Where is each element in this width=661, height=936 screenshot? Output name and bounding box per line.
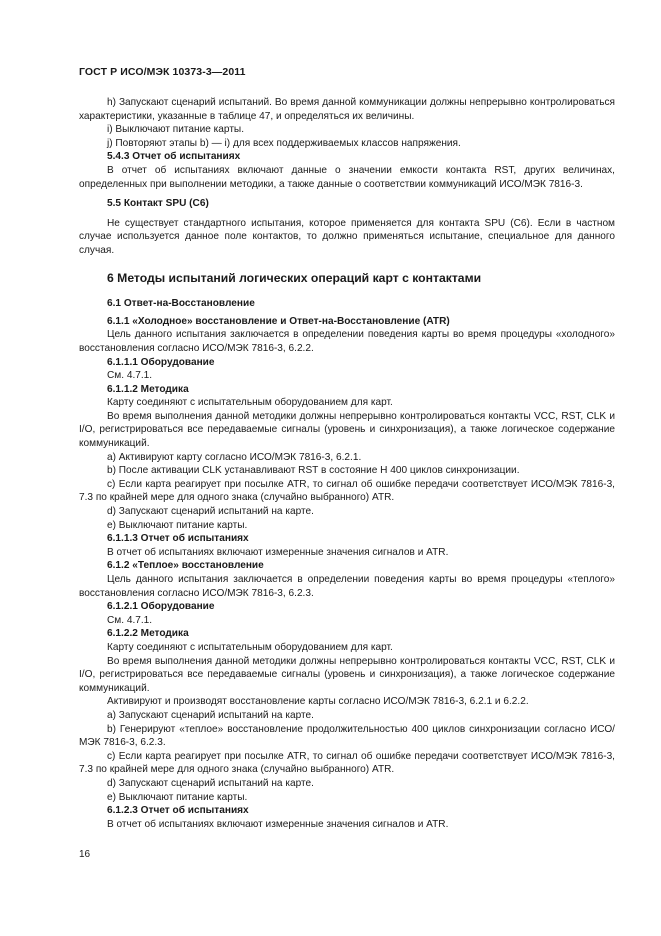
paragraph: e) Выключают питание карты.: [107, 791, 248, 803]
paragraph: В отчет об испытаниях включают измеренные значения сигналов и ATR.: [107, 546, 449, 558]
paragraph: d) Запускают сценарий испытаний на карте.: [107, 506, 314, 518]
paragraph: h) Запускают сценарий испытаний. Во время данной коммуникации должны непрерывно контролироваться характеристики, указанные в таблице 47, и определяться их величины.: [79, 97, 615, 122]
paragraph: Во время выполнения данной методики должны непрерывно контролироваться контакты VCC, RST, CLK и I/O, регистрироваться все передаваемые сигналы (уровень и синхронизация), а также логическое содержание коммуникаций.: [79, 410, 615, 450]
paragraph: a) Запускают сценарий испытаний на карте.: [107, 709, 314, 721]
paragraph: См. 4.7.1.: [107, 614, 153, 626]
paragraph: e) Выключают питание карты.: [107, 519, 248, 531]
paragraph: В отчет об испытаниях включают измеренные значения сигналов и ATR.: [107, 818, 449, 830]
paragraph: b) Генерируют «теплое» восстановление продолжительностью 400 циклов синхронизации согласно ИСО/МЭК 7816-3, 6.2.3.: [79, 723, 615, 749]
paragraph: b) После активации CLK устанавливают RST в состояние H 400 циклов синхронизации.: [107, 465, 520, 477]
section-heading: 6 Методы испытаний логических операций карт с контактами: [107, 270, 482, 285]
section-heading: 6.1.2.3 Отчет об испытаниях: [107, 805, 249, 817]
paragraph: i) Выключают питание карты.: [107, 124, 244, 136]
section-heading: 5.5 Контакт SPU (C6): [107, 198, 209, 210]
paragraph: Не существует стандартного испытания, которое применяется для контакта SPU (C6). Если в частном случае используется данное поле контактов, то должно применяться испытание, специальное для данного случая.: [79, 217, 615, 256]
paragraph: В отчет об испытаниях включают данные о значении емкости контакта RST, других величинах, определенных при выполнении методики, а также данные о соответствии коммуникаций ИСО/МЭК 7816-3.: [79, 164, 615, 190]
section-heading: 5.4.3 Отчет об испытаниях: [107, 151, 241, 163]
document-body: [79, 96, 615, 831]
section-heading: 6.1 Ответ-на-Восстановление: [107, 298, 255, 310]
paragraph: c) Если карта реагирует при посылке ATR, то сигнал об ошибке передачи соответствует ИСО/МЭК 7816-3, 7.3 по крайней мере для одного знака (случайно выбранного) ATR.: [79, 478, 615, 504]
section-heading: 6.1.2.2 Методика: [107, 628, 189, 640]
section-heading: 6.1.1.1 Оборудование: [107, 356, 215, 368]
document-header: ГОСТ Р ИСО/МЭК 10373-3—2011: [79, 66, 246, 78]
paragraph: Цель данного испытания заключается в определении поведения карты во время процедуры «теплого» восстановления согласно ИСО/МЭК 7816-3, 6.2.3.: [79, 574, 615, 599]
paragraph: c) Если карта реагирует при посылке ATR, то сигнал об ошибке передачи соответствует ИСО/МЭК 7816-3, 7.3 по крайней мере для одного знака (случайно выбранного) ATR.: [79, 750, 615, 776]
section-heading: 6.1.1 «Холодное» восстановление и Ответ-на-Восстановление (ATR): [107, 315, 450, 327]
section-heading: 6.1.2.1 Оборудование: [107, 601, 215, 613]
page-number: 16: [79, 849, 91, 860]
section-heading: 6.1.2 «Теплое» восстановление: [107, 560, 264, 572]
paragraph: Во время выполнения данной методики должны непрерывно контролироваться контакты VCC, RST, CLK и I/O, регистрироваться все передаваемые сигналы (уровень и синхронизация), а также логическое содержание коммуникаций.: [79, 655, 615, 694]
paragraph: j) Повторяют этапы b) — i) для всех поддерживаемых классов напряжения.: [107, 137, 461, 149]
paragraph: a) Активируют карту согласно ИСО/МЭК 7816-3, 6.2.1.: [107, 451, 362, 463]
paragraph: Карту соединяют с испытательным оборудованием для карт.: [107, 397, 393, 409]
paragraph: d) Запускают сценарий испытаний на карте.: [107, 777, 314, 789]
paragraph: Цель данного испытания заключается в определении поведения карты во время процедуры «холодного» восстановления согласно ИСО/МЭК 7816-3, 6.2.2.: [79, 329, 615, 354]
paragraph: См. 4.7.1.: [107, 370, 153, 382]
paragraph: Активируют и производят восстановление карты согласно ИСО/МЭК 7816-3, 6.2.1 и 6.2.2.: [107, 696, 529, 708]
section-heading: 6.1.1.2 Методика: [107, 383, 189, 395]
paragraph: Карту соединяют с испытательным оборудованием для карт.: [107, 641, 393, 653]
section-heading: 6.1.1.3 Отчет об испытаниях: [107, 533, 249, 545]
